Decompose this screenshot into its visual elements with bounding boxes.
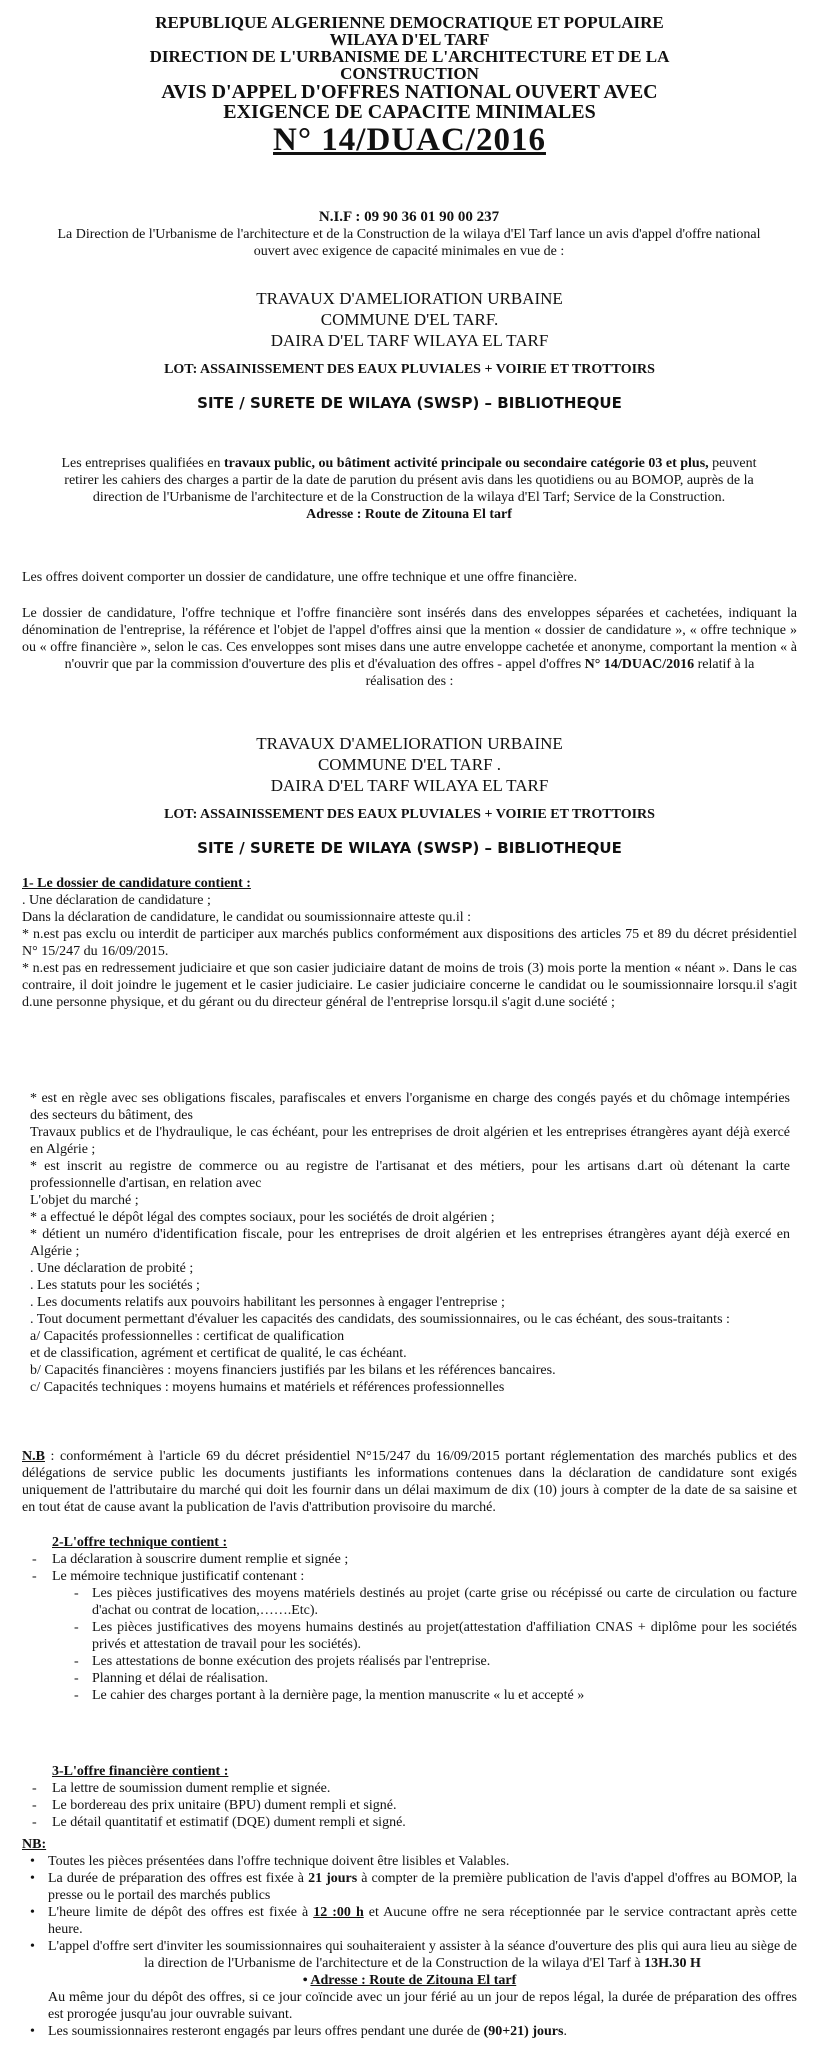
notice-number: N° 14/DUAC/2016 [273, 122, 546, 158]
direction-title-cont: CONSTRUCTION [340, 64, 479, 83]
project2-site: SITE / SURETE DE WILAYA (SWSP) – BIBLIOTHEQUE [197, 839, 622, 857]
section-1-line: . Une déclaration de candidature ; [22, 893, 211, 908]
section-1-line: et de classification, agrément et certificat de qualité, le cas échéant. [30, 1346, 407, 1361]
section-1-continued [30, 1090, 790, 1396]
section-2-title: 2-L'offre technique contient : [52, 1535, 228, 1550]
section-1-line: * a effectué le dépôt légal des comptes sociaux, pour les sociétés de droit algérien ; [30, 1210, 495, 1225]
list-item: - Les pièces justificatives des moyens humains destinés au projet(attestation d'affiliation CNAS + diplôme pour les sociétés privés et attestation de travail pour les sociétés). [22, 1619, 797, 1653]
project-lot: LOT: ASSAINISSEMENT DES EAUX PLUVIALES + VOIRIE ET TROTTOIRS [164, 362, 655, 377]
section-3 [22, 1763, 797, 1831]
list-item: - Les attestations de bonne exécution des projets réalisés par l'entreprise. [22, 1653, 797, 1670]
notice-subtitle: EXIGENCE DE CAPACITE MINIMALES [223, 101, 596, 123]
notice-title: AVIS D'APPEL D'OFFRES NATIONAL OUVERT AVEC [161, 81, 658, 103]
wilaya-title: WILAYA D'EL TARF [329, 30, 490, 49]
section-1-line: * n.est pas en redressement judiciaire et que son casier judiciaire datant de moins de trois (3) mois porte la mention « néant ». Dans le cas contraire, il doit joindre le jugement et le casier judiciaire. Le casier judiciaire concerne le candidat ou le soumissionnaire lorsqu.il s'agit d.une personne physique, et du gérant ou du directeur général de l'entreprise lorsqu.il s'agit d.une société ; [22, 961, 797, 1010]
project-block-2 [40, 733, 779, 857]
list-item: - Le mémoire technique justificatif contenant : [22, 1568, 797, 1585]
list-item: - Le détail quantitatif et estimatif (DQE) dument rempli et signé. [22, 1814, 797, 1831]
project-daira: DAIRA D'EL TARF WILAYA EL TARF [270, 331, 549, 350]
list-item: • Toutes les pièces présentées dans l'offre technique doivent être lisibles et Valables. [22, 1853, 797, 1870]
list-item: - Les pièces justificatives des moyens matériels destinés au projet (carte grise ou récépissé ou carte de circulation ou facture d'achat ou contrat de location,…….Etc). [22, 1585, 797, 1619]
section-3-title: 3-L'offre financière contient : [52, 1764, 229, 1779]
section-1-line: * détient un numéro d'identification fiscale, pour les entreprises de droit algérien et les entreprises étrangères ayant déjà exercé en Algérie ; [30, 1227, 790, 1259]
section-1-line: Travaux publics et de l'hydraulique, le cas échéant, pour les entreprises de droit algérien et les entreprises étrangères ayant déjà exercé en Algérie ; [30, 1125, 790, 1157]
section-1 [22, 875, 797, 1011]
section-1-line: . Les documents relatifs aux pouvoirs habilitant les personnes à engager l'entreprise ; [30, 1295, 505, 1310]
section-1-line: c/ Capacités techniques : moyens humains et matériels et références professionnelles [30, 1380, 505, 1395]
intro-text: La Direction de l'Urbanisme de l'architecture et de la Construction de la wilaya d'El Tarf lance un avis d'appel d'offre national ouvert avec exigence de capacité minimales en vue de : [57, 227, 761, 259]
project2-works: TRAVAUX D'AMELIORATION URBAINE [256, 734, 563, 753]
section-2 [22, 1534, 797, 1704]
same-day-text: Au même jour du dépôt des offres, si ce jour coïncide avec un jour férié au un jour de repos légal, la durée de préparation des offres est prorogée jusqu'au jour ouvrable suivant. [48, 1990, 797, 2022]
section-1-line: . Les statuts pour les sociétés ; [30, 1278, 200, 1293]
notice-header [40, 14, 779, 158]
list-item: - Le cahier des charges portant à la dernière page, la mention manuscrite « lu et accepté » [22, 1687, 797, 1704]
section-1-line: Dans la déclaration de candidature, le candidat ou soumissionnaire atteste qu.il : [22, 910, 472, 925]
project2-lot: LOT: ASSAINISSEMENT DES EAUX PLUVIALES + VOIRIE ET TROTTOIRS [164, 807, 655, 822]
republic-title: REPUBLIQUE ALGERIENNE DEMOCRATIQUE ET POPULAIRE [155, 13, 664, 32]
project-block-1 [40, 288, 779, 412]
list-item: - La déclaration à souscrire dument remplie et signée ; [22, 1551, 797, 1568]
project-works: TRAVAUX D'AMELIORATION URBAINE [256, 289, 563, 308]
list-item: - La lettre de soumission dument remplie et signée. [22, 1780, 797, 1797]
section-1-line: a/ Capacités professionnelles : certificat de qualification [30, 1329, 345, 1344]
list-item: • L'heure limite de dépôt des offres est fixée à 12 :00 h et Aucune offre ne sera réceptionnée par le service contractant après cette heure. [22, 1904, 797, 1938]
section-1-title: 1- Le dossier de candidature contient : [22, 876, 251, 891]
qualification-paragraph: Les entreprises qualifiées en travaux public, ou bâtiment activité principale ou secondaire catégorie 03 et plus, peuvent retirer les cahiers des charges a partir de la date de parution du présent avis dans les quotidiens ou au BOMOP, auprès de la direction de l'Urbanisme de l'architecture et de la Construction de la wilaya d'El Tarf; Service de la Construction. Adresse : Route de Zitouna El tarf [48, 455, 770, 523]
intro-block [46, 209, 772, 260]
section-1-line: * n.est pas exclu ou interdit de participer aux marchés publics conformément aux dispositions des articles 75 et 89 du décret présidentiel N° 15/247 du 16/09/2015. [22, 927, 797, 959]
section-1-line: b/ Capacités financières : moyens financiers justifiés par les bilans et les références bancaires. [30, 1363, 556, 1378]
direction-title: DIRECTION DE L'URBANISME DE L'ARCHITECTURE ET DE LA [149, 47, 670, 66]
section-1-line: * est en règle avec ses obligations fiscales, parafiscales et envers l'organisme en charge des congés payés et du chômage intempéries des secteurs du bâtiment, des [30, 1091, 790, 1123]
list-item: • Les soumissionnaires resteront engagés par leurs offres pendant une durée de (90+21) jours. [22, 2023, 797, 2040]
list-item: - Le bordereau des prix unitaire (BPU) dument rempli et signé. [22, 1797, 797, 1814]
address-line-2: • Adresse : Route de Zitouna El tarf [302, 1973, 517, 1988]
envelopes-paragraph: Le dossier de candidature, l'offre technique et l'offre financière sont insérés dans des enveloppes séparées et cachetées, indiquant la dénomination de l'entreprise, la référence et l'objet de l'appel d'offres ainsi que la mention « dossier de candidature », « offre technique » ou « offre financière », selon le cas. Ces enveloppes sont mises dans une autre enveloppe cachetée et anonyme, comportant la mention « à n'ouvrir que par la commission d'ouverture des plis et d'évaluation des offres - appel d'offres N° 14/DUAC/2016 relatif à la réalisation des : [22, 606, 797, 689]
project2-commune: COMMUNE D'EL TARF . [317, 755, 502, 774]
project-commune: COMMUNE D'EL TARF. [320, 310, 499, 329]
list-item: • L'appel d'offre sert d'inviter les soumissionnaires qui souhaiteraient y assister à la séance d'ouverture des plis qui aura lieu au siège de la direction de l'Urbanisme de l'architecture et de la Construction de la wilaya d'El Tarf à 13H.30 H [22, 1938, 797, 1972]
section-1-line: L'objet du marché ; [30, 1193, 139, 1208]
nif-number: N.I.F : 09 90 36 01 90 00 237 [318, 209, 500, 225]
project2-daira: DAIRA D'EL TARF WILAYA EL TARF [270, 776, 549, 795]
nb-section [22, 1836, 797, 2040]
section-1-line: * est inscrit au registre de commerce ou au registre de l'artisanat et des métiers, pour les artisans d.art où détenant la carte professionnelle d'artisan, en relation avec [30, 1159, 790, 1191]
address-line: Adresse : Route de Zitouna El tarf [306, 507, 512, 522]
list-item: • La durée de préparation des offres est fixée à 21 jours à compter de la première publication de l'avis d'appel d'offres au BOMOP, la presse ou le portail des marchés publics [22, 1870, 797, 1904]
offers-intro: Les offres doivent comporter un dossier de candidature, une offre technique et une offre financière. [22, 570, 578, 585]
project-site: SITE / SURETE DE WILAYA (SWSP) – BIBLIOTHEQUE [197, 394, 622, 412]
nb-paragraph: N.B : conformément à l'article 69 du décret présidentiel N°15/247 du 16/09/2015 portant réglementation des marchés publics et des délégations de service public les documents justifiants les informations contenues dans la déclaration de candidature sont exigés uniquement de l'attributaire du marché qui doit les fournir dans un délai maximum de dix (10) jours à compter de la date de sa saisine et en tout état de cause avant la publication de l'avis d'attribution provisoire du marché. [22, 1449, 797, 1515]
section-1-line: . Tout document permettant d'évaluer les capacités des candidats, des soumissionnaires, ou le cas échéant, des sous-traitants : [30, 1312, 730, 1327]
list-item: - Planning et délai de réalisation. [22, 1670, 797, 1687]
nb-title: NB: [22, 1837, 47, 1852]
section-1-line: . Une déclaration de probité ; [30, 1261, 194, 1276]
